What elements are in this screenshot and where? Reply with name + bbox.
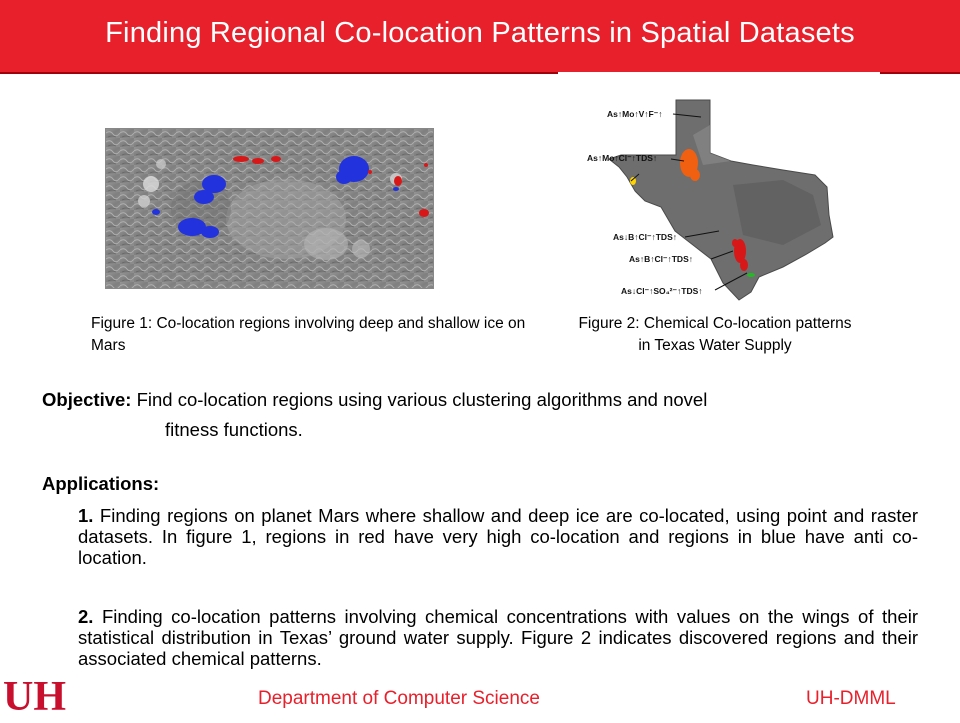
figure1-caption: Figure 1: Co-location regions involving deep and shallow ice on Mars	[91, 315, 526, 354]
applications-heading: Applications:	[42, 473, 160, 494]
lab-name: UH-DMML	[806, 688, 896, 709]
texas-label-4: As↑B↑Cl⁻↑TDS↑	[629, 254, 693, 264]
title-underline	[0, 72, 960, 74]
application-item-2-number: 2.	[78, 606, 94, 627]
objective-paragraph	[42, 389, 922, 411]
slide-title: Finding Regional Co-location Patterns in Spatial Datasets	[105, 17, 855, 49]
application-item-1-text: Finding regions on planet Mars where shallow and deep ice are co-located, using point and raster datasets. In figure 1, regions in red have very high co-location and regions in blue have anti co-location.	[78, 505, 919, 568]
mars-map-image	[105, 128, 434, 289]
texas-label-5: As↓Cl⁻↑SO₄²⁻↑TDS↑	[621, 286, 703, 296]
texas-label-3: As↓B↑Cl⁻↑TDS↑	[613, 232, 677, 242]
figure2-caption: Figure 2: Chemical Co-location patterns in Texas Water Supply	[578, 315, 852, 354]
objective-label: Objective:	[42, 389, 132, 410]
application-item-2-text: Finding co-location patterns involving chemical concentrations with values on the wings of their statistical distribution in Texas’ ground water supply. Figure 2 indicates discovered regions and their associated chemical patterns.	[78, 606, 918, 669]
texas-map-graphic	[583, 95, 838, 305]
texas-label-1: As↑Mo↑V↑F⁻↑	[607, 109, 663, 119]
texas-label-2: As↑Mo↑Cl⁻↑TDS↑	[587, 153, 658, 163]
svg-text:UH: UH	[3, 674, 66, 720]
objective-continuation: fitness functions.	[165, 419, 303, 440]
application-item-2	[78, 606, 918, 669]
uh-logo	[3, 664, 66, 720]
application-item-1	[78, 505, 918, 568]
mars-map-graphic	[106, 129, 433, 288]
title-bar	[0, 0, 960, 73]
application-item-1-number: 1.	[78, 505, 94, 526]
texas-map-image	[583, 95, 838, 305]
objective-text: Find co-location regions using various clustering algorithms and novel	[136, 389, 708, 410]
department-name: Department of Computer Science	[258, 688, 540, 709]
